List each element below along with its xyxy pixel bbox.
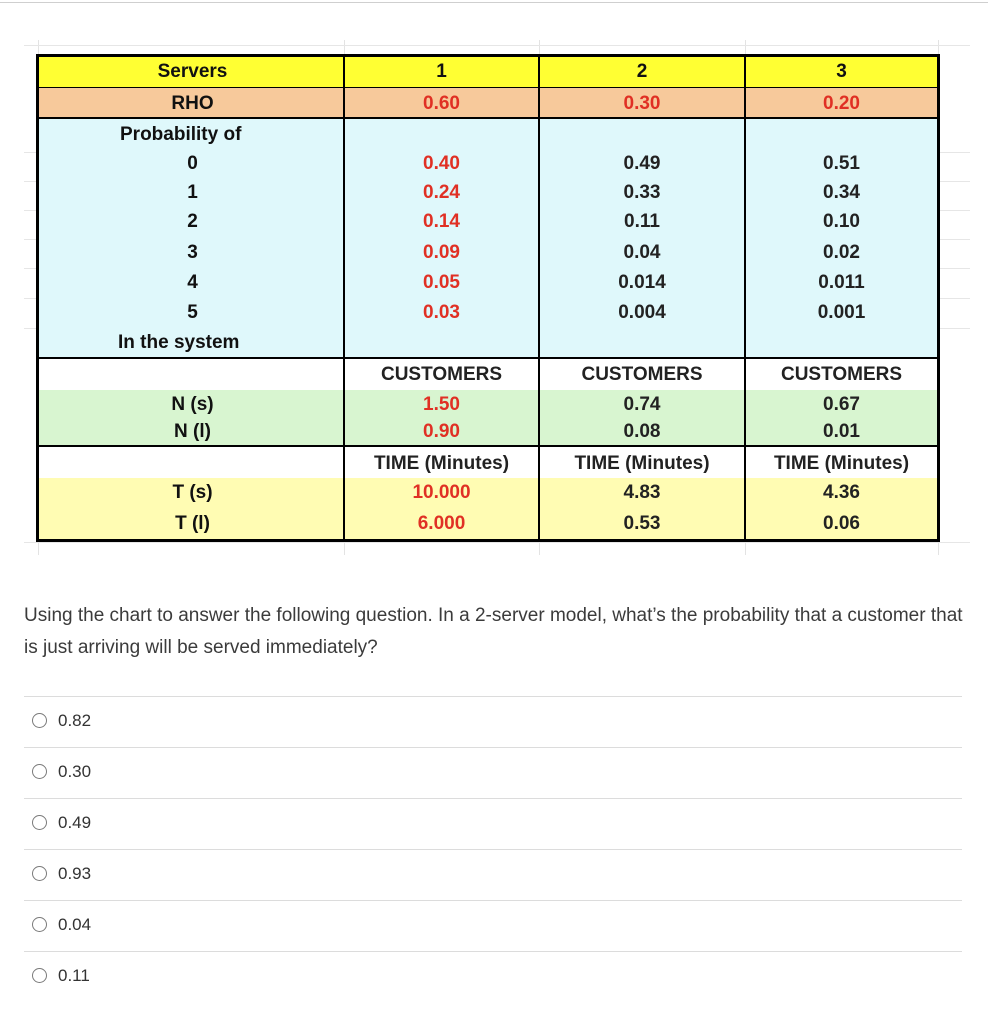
- radio-icon[interactable]: [32, 968, 47, 983]
- prob-n: 3: [187, 242, 198, 263]
- answer-option-label[interactable]: 0.93: [58, 864, 92, 883]
- prob-value: 0.10: [823, 211, 860, 232]
- prob-n: 5: [187, 302, 198, 323]
- answer-option[interactable]: [24, 951, 962, 1002]
- customers-header: CUSTOMERS: [380, 364, 503, 385]
- prob-value: 0.05: [423, 272, 460, 293]
- ts-value: 4.36: [823, 482, 860, 503]
- servers-label: Servers: [157, 61, 228, 82]
- ts-value: 10.000: [412, 482, 471, 503]
- table-border: [36, 539, 940, 542]
- gridline: [24, 45, 970, 46]
- prob-value: 0.02: [823, 242, 860, 263]
- rho-value: 0.20: [823, 93, 860, 114]
- answer-option-label[interactable]: 0.30: [58, 762, 92, 781]
- table-border: [36, 87, 940, 88]
- prob-value: 0.004: [618, 302, 666, 323]
- servers-count: 2: [636, 61, 648, 82]
- prob-value: 0.014: [618, 272, 666, 293]
- servers-count: 1: [436, 61, 447, 82]
- prob-n: 4: [187, 272, 198, 293]
- probability-title: Probability of: [120, 124, 242, 145]
- prob-value: 0.34: [823, 182, 860, 203]
- tl-value: 0.06: [823, 513, 860, 534]
- time-header: TIME (Minutes): [773, 453, 910, 474]
- ts-label: T (s): [172, 482, 213, 503]
- gridline: [24, 542, 970, 543]
- prob-value: 0.011: [818, 272, 865, 293]
- question-text: Using the chart to answer the following question. In a 2-server model, what’s the probability that a customer that is just arriving will be served immediately?: [24, 605, 963, 658]
- prob-value: 0.49: [623, 153, 661, 174]
- prob-n: 1: [187, 182, 198, 203]
- prob-value: 0.40: [423, 153, 460, 174]
- rho-value: 0.60: [423, 93, 460, 114]
- prob-value: 0.11: [624, 211, 660, 232]
- radio-icon[interactable]: [32, 713, 47, 728]
- rho-label: RHO: [171, 93, 214, 114]
- nl-value: 0.90: [423, 421, 460, 442]
- nl-value: 0.01: [823, 421, 860, 442]
- table-border: [937, 54, 940, 542]
- table-border: [36, 54, 39, 542]
- answer-option[interactable]: [24, 696, 962, 747]
- table-border: [36, 117, 940, 119]
- ns-value: 1.50: [423, 394, 460, 415]
- nl-label: N (l): [174, 421, 211, 442]
- answer-option-label[interactable]: 0.04: [58, 915, 92, 934]
- answer-option-label[interactable]: 0.49: [58, 813, 92, 832]
- answer-option-label[interactable]: 0.82: [58, 711, 92, 730]
- time-header: TIME (Minutes): [373, 453, 510, 474]
- tl-value: 6.000: [417, 513, 466, 534]
- answer-option[interactable]: [24, 747, 962, 798]
- answer-option[interactable]: [24, 798, 962, 849]
- answer-options: [24, 696, 962, 1002]
- rho-value: 0.30: [623, 93, 661, 114]
- radio-icon[interactable]: [32, 764, 47, 779]
- prob-value: 0.51: [823, 153, 860, 174]
- prob-value: 0.04: [623, 242, 661, 263]
- time-header: TIME (Minutes): [574, 453, 710, 474]
- answer-option[interactable]: [24, 849, 962, 900]
- customers-header: CUSTOMERS: [581, 364, 703, 385]
- prob-value: 0.24: [423, 182, 460, 203]
- in-the-system-label: In the system: [118, 332, 240, 353]
- ns-value: 0.67: [823, 394, 860, 415]
- ts-value: 4.83: [623, 482, 661, 503]
- prob-value: 0.03: [423, 302, 460, 323]
- prob-value: 0.09: [423, 242, 460, 263]
- prob-value: 0.14: [423, 211, 460, 232]
- answer-option-label[interactable]: 0.11: [58, 966, 90, 985]
- tl-value: 0.53: [623, 513, 661, 534]
- tl-label: T (l): [175, 513, 210, 534]
- ns-value: 0.74: [623, 394, 661, 415]
- customers-header: CUSTOMERS: [780, 364, 903, 385]
- servers-count: 3: [836, 61, 847, 82]
- table-border: [36, 54, 940, 57]
- table-border: [36, 357, 940, 359]
- prob-value: 0.001: [817, 302, 866, 323]
- prob-value: 0.33: [623, 182, 661, 203]
- ns-label: N (s): [171, 394, 214, 415]
- radio-icon[interactable]: [32, 917, 47, 932]
- nl-value: 0.08: [623, 421, 661, 442]
- prob-n: 2: [187, 211, 198, 232]
- prob-n: 0: [187, 153, 198, 174]
- table-border: [36, 445, 940, 447]
- radio-icon[interactable]: [32, 866, 47, 881]
- answer-option[interactable]: [24, 900, 962, 951]
- radio-icon[interactable]: [32, 815, 47, 830]
